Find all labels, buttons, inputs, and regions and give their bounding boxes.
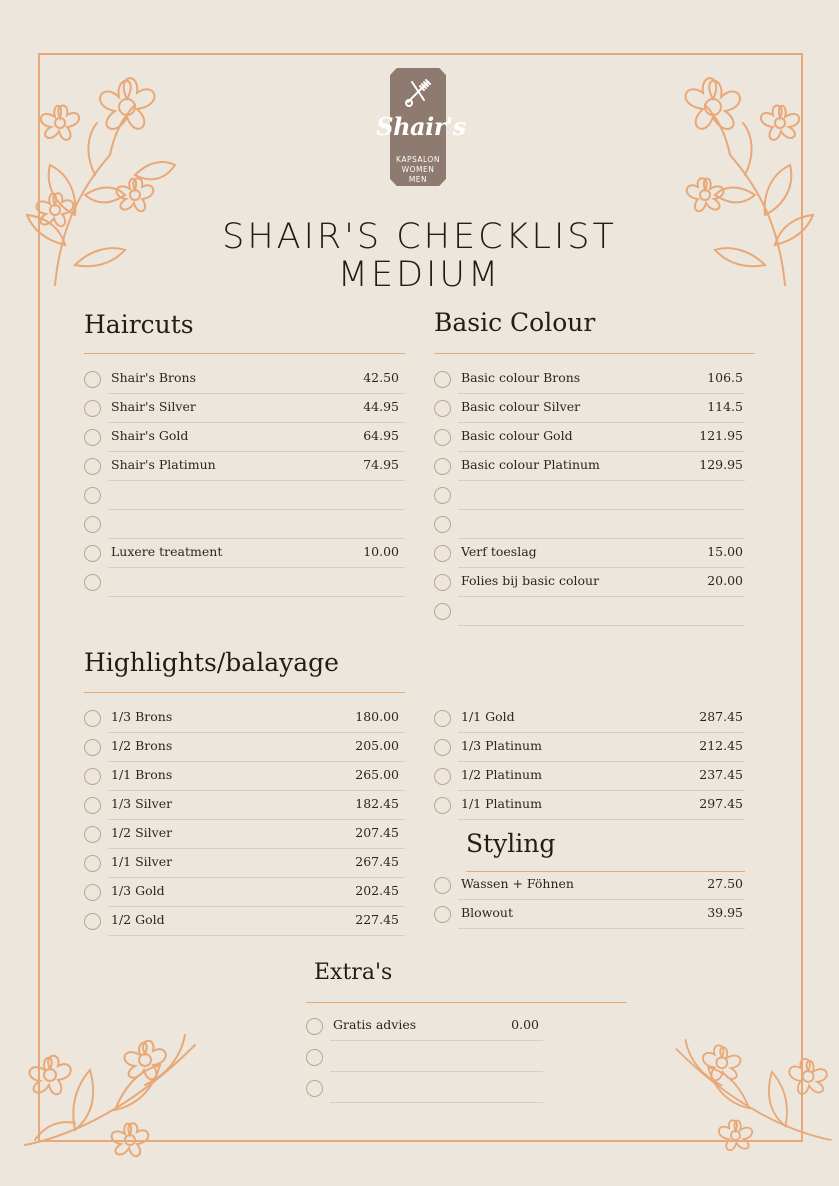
checkbox[interactable] (84, 516, 101, 533)
service-label: Wassen + Föhnen (461, 876, 574, 891)
checkbox[interactable] (434, 574, 451, 591)
styling-title: Styling (466, 829, 556, 858)
service-label: 1/2 Gold (111, 912, 165, 927)
service-price: 74.95 (363, 457, 399, 472)
extras-rule (306, 1002, 627, 1003)
logo-line-kapsalon: KAPSALON (396, 155, 440, 164)
checklist-row[interactable] (84, 878, 405, 907)
checkbox[interactable] (434, 371, 451, 388)
highlights-title: Highlights/balayage (84, 648, 339, 677)
service-price: 297.45 (699, 796, 743, 811)
service-label: 1/3 Brons (111, 709, 173, 724)
checkbox[interactable] (84, 826, 101, 843)
checkbox[interactable] (434, 877, 451, 894)
checklist-row[interactable] (84, 510, 405, 539)
service-label: Basic colour Brons (461, 370, 581, 385)
checklist-row[interactable] (84, 849, 405, 878)
service-price: 182.45 (355, 796, 399, 811)
scissors-comb-icon (400, 74, 436, 110)
service-price: 106.5 (707, 370, 743, 385)
checklist-row[interactable] (306, 1012, 543, 1041)
checkbox[interactable] (84, 458, 101, 475)
checklist-row[interactable] (434, 452, 745, 481)
service-price: 267.45 (355, 854, 399, 869)
checklist-row[interactable] (306, 1074, 543, 1103)
service-label: 1/1 Brons (111, 767, 173, 782)
checklist-row[interactable] (306, 1043, 543, 1072)
row-divider (330, 1040, 543, 1041)
checkbox[interactable] (434, 545, 451, 562)
service-label: Basic colour Silver (461, 399, 581, 414)
service-label: Shair's Brons (111, 370, 197, 385)
service-price: 20.00 (707, 573, 743, 588)
row-divider (458, 928, 745, 929)
checkbox[interactable] (84, 855, 101, 872)
row-divider (330, 1102, 543, 1103)
service-label: 1/1 Platinum (461, 796, 542, 811)
checklist-row[interactable] (434, 762, 745, 791)
checkbox[interactable] (84, 710, 101, 727)
basic-colour-rule (434, 353, 755, 354)
checkbox[interactable] (434, 906, 451, 923)
checklist-row[interactable] (434, 597, 745, 626)
checkbox[interactable] (434, 797, 451, 814)
service-label: Gratis advies (333, 1017, 417, 1032)
service-price: 15.00 (707, 544, 743, 559)
service-label: 1/2 Platinum (461, 767, 542, 782)
service-price: 39.95 (707, 905, 743, 920)
highlights-rule (84, 692, 405, 693)
checklist-row[interactable] (434, 423, 745, 452)
checkbox[interactable] (434, 400, 451, 417)
checkbox[interactable] (84, 545, 101, 562)
checkbox[interactable] (434, 516, 451, 533)
checklist-row[interactable] (84, 704, 405, 733)
checkbox[interactable] (84, 574, 101, 591)
service-price: 287.45 (699, 709, 743, 724)
service-price: 202.45 (355, 883, 399, 898)
service-price: 180.00 (355, 709, 399, 724)
service-price: 42.50 (363, 370, 399, 385)
checklist-row[interactable] (434, 481, 745, 510)
basic-colour-title: Basic Colour (434, 308, 596, 337)
service-price: 121.95 (699, 428, 743, 443)
service-label: 1/1 Gold (461, 709, 515, 724)
checkbox[interactable] (84, 487, 101, 504)
checkbox[interactable] (84, 400, 101, 417)
haircuts-title: Haircuts (84, 310, 194, 339)
service-price: 227.45 (355, 912, 399, 927)
service-label: 1/2 Brons (111, 738, 173, 753)
logo-line-women: WOMEN (401, 165, 435, 174)
service-label: Shair's Gold (111, 428, 189, 443)
service-label: 1/3 Gold (111, 883, 165, 898)
service-label: 1/1 Silver (111, 854, 173, 869)
service-price: 129.95 (699, 457, 743, 472)
checklist-row[interactable] (434, 568, 745, 597)
floral-ornament-bottom-right (640, 1015, 839, 1165)
page-title: SHAIR'S CHECKLIST (222, 217, 617, 257)
checkbox[interactable] (84, 429, 101, 446)
checklist-row[interactable] (434, 510, 745, 539)
salon-logo (368, 68, 474, 186)
service-price: 207.45 (355, 825, 399, 840)
checkbox[interactable] (434, 603, 451, 620)
extras-title: Extra's (314, 960, 393, 985)
checklist-row[interactable] (84, 394, 405, 423)
checkbox[interactable] (84, 371, 101, 388)
checkbox[interactable] (306, 1018, 323, 1035)
checkbox[interactable] (434, 710, 451, 727)
haircuts-rule (84, 353, 405, 354)
checkbox[interactable] (434, 429, 451, 446)
checklist-row[interactable] (84, 907, 405, 936)
service-label: Verf toeslag (461, 544, 537, 559)
checklist-row[interactable] (434, 871, 745, 900)
checklist-row[interactable] (84, 452, 405, 481)
checklist-row[interactable] (84, 568, 405, 597)
checkbox[interactable] (84, 913, 101, 930)
checkbox[interactable] (434, 739, 451, 756)
checklist-row[interactable] (434, 394, 745, 423)
service-price: 205.00 (355, 738, 399, 753)
checkbox[interactable] (84, 884, 101, 901)
service-price: 265.00 (355, 767, 399, 782)
checklist-row[interactable] (434, 539, 745, 568)
service-label: Blowout (461, 905, 514, 920)
checklist-row[interactable] (84, 733, 405, 762)
service-price: 212.45 (699, 738, 743, 753)
row-divider (108, 596, 405, 597)
service-label: Folies bij basic colour (461, 573, 600, 588)
service-price: 27.50 (707, 876, 743, 891)
checklist-row[interactable] (84, 791, 405, 820)
service-label: 1/3 Platinum (461, 738, 542, 753)
checklist-row[interactable] (84, 481, 405, 510)
checkbox[interactable] (306, 1080, 323, 1097)
service-label: 1/2 Silver (111, 825, 173, 840)
checkbox[interactable] (84, 797, 101, 814)
checklist-row[interactable] (84, 423, 405, 452)
checkbox[interactable] (84, 739, 101, 756)
row-divider (330, 1071, 543, 1072)
service-price: 237.45 (699, 767, 743, 782)
checklist-row[interactable] (434, 704, 745, 733)
checkbox[interactable] (434, 487, 451, 504)
checkbox[interactable] (306, 1049, 323, 1066)
service-price: 114.5 (707, 399, 743, 414)
page-subtitle: MEDIUM (337, 255, 502, 295)
row-divider (458, 625, 745, 626)
checkbox[interactable] (84, 768, 101, 785)
service-label: Luxere treatment (111, 544, 223, 559)
checklist-row[interactable] (84, 539, 405, 568)
service-label: Basic colour Gold (461, 428, 573, 443)
checklist-row[interactable] (434, 365, 745, 394)
service-label: Shair's Silver (111, 399, 196, 414)
checklist-row[interactable] (84, 365, 405, 394)
logo-line-men: MEN (408, 175, 428, 184)
checkbox[interactable] (434, 768, 451, 785)
logo-script-text: Shair's (376, 112, 466, 141)
service-label: 1/3 Silver (111, 796, 173, 811)
service-label: Basic colour Platinum (461, 457, 600, 472)
service-price: 64.95 (363, 428, 399, 443)
service-price: 10.00 (363, 544, 399, 559)
checklist-row[interactable] (84, 762, 405, 791)
checkbox[interactable] (434, 458, 451, 475)
row-divider (108, 935, 405, 936)
floral-ornament-bottom-left (15, 1015, 235, 1165)
checklist-row[interactable] (434, 733, 745, 762)
service-price: 0.00 (511, 1017, 539, 1032)
checklist-row[interactable] (84, 820, 405, 849)
row-divider (458, 819, 745, 820)
checklist-row[interactable] (434, 900, 745, 929)
service-label: Shair's Platimun (111, 457, 216, 472)
service-price: 44.95 (363, 399, 399, 414)
checklist-row[interactable] (434, 791, 745, 820)
